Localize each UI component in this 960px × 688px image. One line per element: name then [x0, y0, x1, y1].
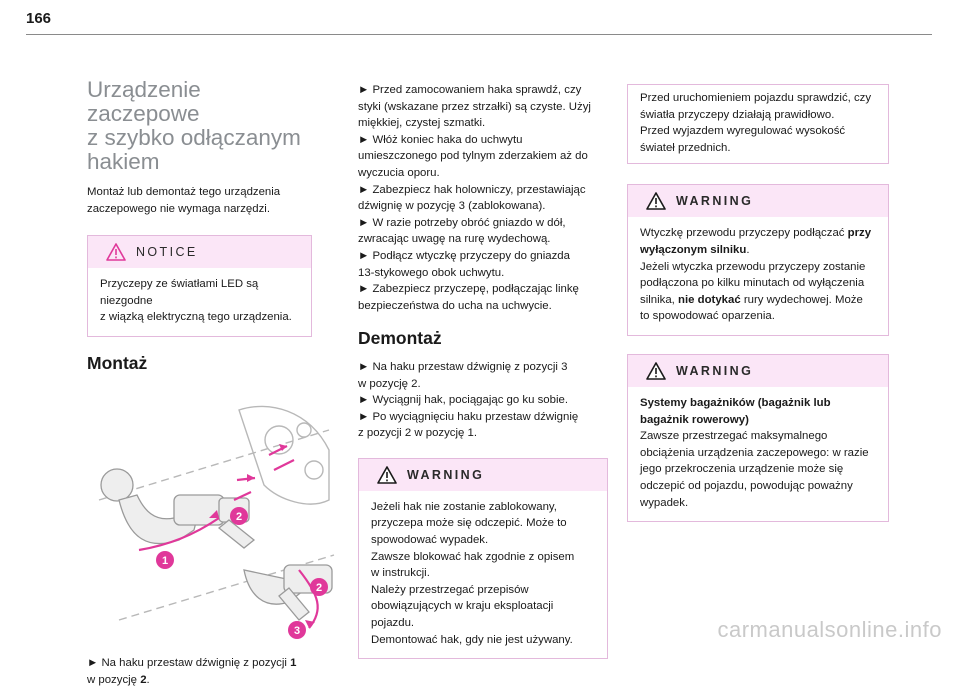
warning-title: WARNING [676, 194, 754, 209]
notice-header [88, 236, 311, 268]
page-number: 166 [26, 10, 52, 27]
warning-title: WARNING [407, 467, 485, 482]
notice-body: Przyczepy ze światłami LED są niezgodne z wiązką elektryczną tego urządzenia. [100, 278, 292, 324]
montaz-instructions: ► Przed zamocowaniem haka sprawdź, czy styki (wskazane przez strzałki) są czyste. Użyj miękkiej, czystej szmatki. ► Włóż koniec haka do uchwytu umieszczonego pod tylnym zderzakiem aż do wyczucia oporu. ► Zabezpiecz hak holowniczy, przestawiając dźwignię w pozycję 3 (zablokowana). ► W razie potrzeby obróć gniazdo w dół, zwracając uwagę na rurę wydechową. ► Podłącz wtyczkę przyczepy do gniazda 13-stykowego obok uchwytu. ► Zabezpiecz przyczepę, podłączając linkę bezpieczeństwa do ucha na uchwycie. [358, 84, 591, 312]
warning-box [627, 184, 889, 336]
warning-header [628, 355, 888, 387]
caution-triangle-icon [106, 243, 126, 261]
callout-label: 2 [315, 581, 323, 594]
montaz-step: ► Na haku przestaw dźwignię z pozycji 1 w pozycję 2. [87, 657, 297, 686]
warning-triangle-icon [377, 466, 397, 484]
section-title-demontaz: Demontaż [358, 328, 442, 349]
warning-box [358, 458, 608, 659]
notice-title: NOTICE [136, 244, 198, 259]
notice-box [87, 235, 312, 337]
warning-header [628, 185, 888, 217]
watermark: carmanualsonline.info [717, 617, 942, 642]
callout-label: 1 [161, 554, 169, 567]
intro-text: Montaż lub demontaż tego urządzenia zaczepowego nie wymaga narzędzi. [87, 186, 281, 215]
demontaz-instructions: ► Na haku przestaw dźwignię z pozycji 3 w pozycję 2. ► Wyciągnij hak, pociągając go ku sobie. ► Po wyciągnięciu haku przestaw dźwignię z pozycji 2 w pozycję 1. [358, 360, 579, 440]
title-line: Urządzenie zaczepowe [87, 77, 201, 126]
callout-label: 3 [293, 624, 301, 637]
warning-body: Wtyczkę przewodu przyczepy podłączać przy wyłączonym silniku. Jeżeli wtyczka przewodu przyczepy zostanie podłączona po kilku minutach od wyłączenia silnika, nie dotykać rury wydechowej. Może to spowodować oparzenia. [640, 227, 872, 323]
column-3 [627, 84, 889, 540]
column-2 [358, 82, 608, 677]
title-line: hakiem [87, 149, 160, 174]
warning-box [627, 354, 889, 522]
warning-body: Systemy bagażników (bagażnik lub bagażnik rowerowy) Zawsze przestrzegać maksymalnego obciążenia urządzenia zaczepowego: w razie jego przekroczenia urządzenie może się odczepić od pojazdu, powodując poważny wypadek. [640, 396, 869, 509]
info-box: Przed uruchomieniem pojazdu sprawdzić, czy światła przyczepy działają prawidłowo. Przed wyjazdem wyregulować wysokość świateł przednich. [627, 84, 889, 164]
page-title [87, 78, 312, 174]
warning-body: Jeżeli hak nie zostanie zablokowany, przyczepa może się odczepić. Może to spowodować wypadek. Zawsze blokować hak zgodnie z opisem w instrukcji. Należy przestrzegać przepisów obowiązujących w kraju eksploatacji pojazdu. Demontować hak, gdy nie jest używany. [371, 500, 575, 646]
tow-hook-illustration [79, 390, 339, 640]
warning-title: WARNING [676, 363, 754, 378]
warning-header [359, 459, 607, 491]
section-title-montaz: Montaż [87, 352, 148, 373]
column-1 [87, 77, 323, 688]
warning-triangle-icon [646, 192, 666, 210]
title-line: z szybko odłączanym [87, 125, 301, 150]
header-rule [26, 34, 932, 35]
warning-triangle-icon [646, 362, 666, 380]
callout-label: 2 [235, 510, 243, 523]
